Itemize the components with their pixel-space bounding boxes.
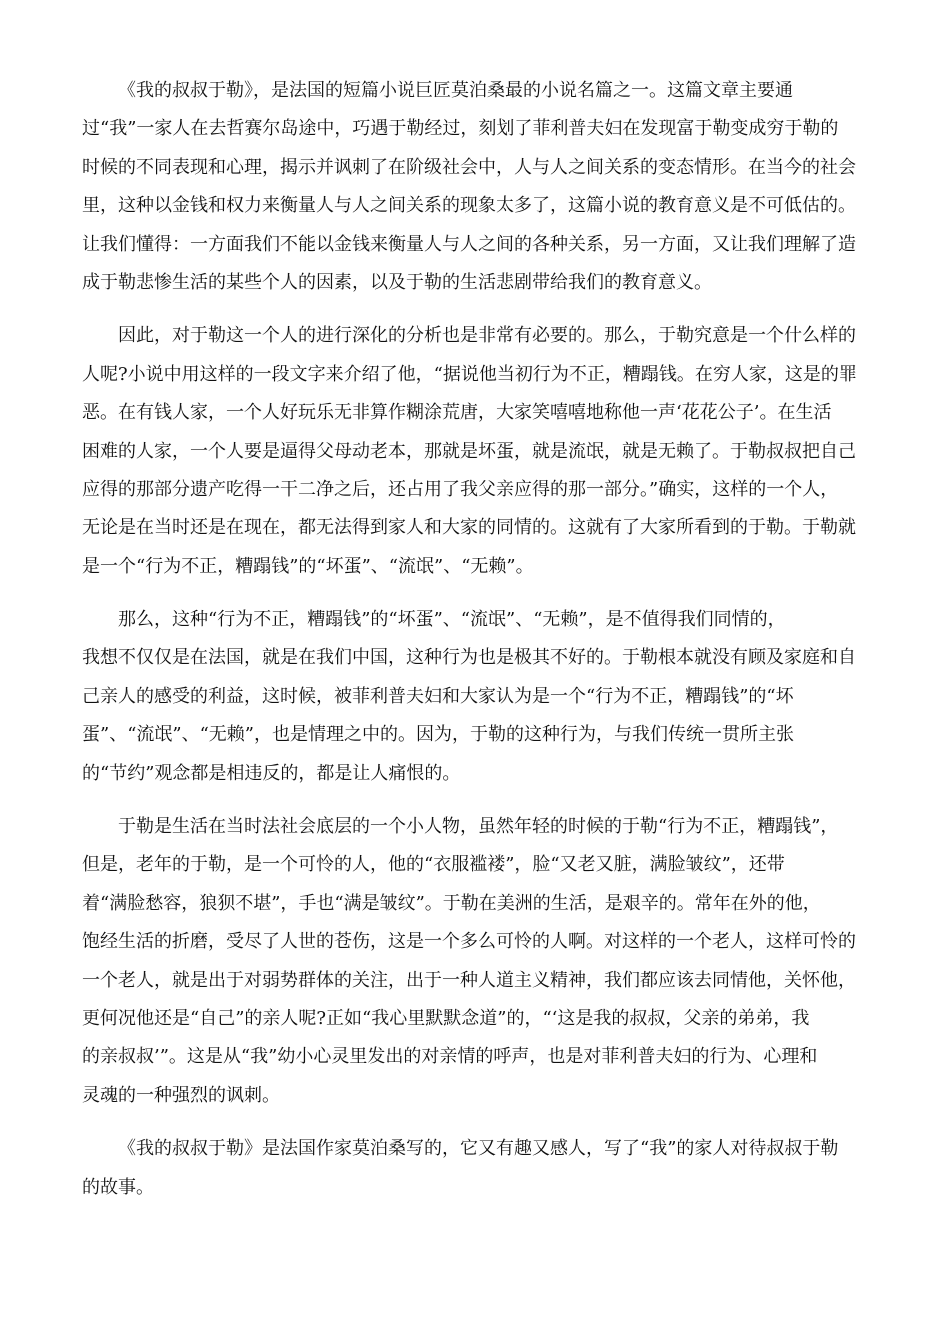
text-line: 己亲人的感受的利益，这时候，被菲利普夫妇和大家认为是一个“行为不正，糟蹋钱”的“坏 [82, 685, 794, 707]
text-line: 困难的人家，一个人要是逼得父母动老本，那就是坏蛋，就是流氓，就是无赖了。于勒叔叔把自己 [82, 440, 856, 462]
text-line: 的亲叔叔’”。这是从“我”幼小心灵里发出的对亲情的呼声，也是对菲利普夫妇的行为、心理和 [82, 1046, 818, 1068]
text-line: 的“节约”观念都是相违反的，都是让人痛恨的。 [82, 762, 461, 784]
paragraph-2 [82, 317, 872, 586]
text-line: 饱经生活的折磨，受尽了人世的苍伤，这是一个多么可怜的人啊。对这样的一个老人，这样可怜的 [82, 931, 856, 953]
text-line: 过“我”一家人在去哲赛尔岛途中，巧遇于勒经过，刻划了菲利普夫妇在发现富于勒变成穷于勒的 [82, 118, 839, 140]
text-line: 无论是在当时还是在现在，都无法得到家人和大家的同情的。这就有了大家所看到的于勒。于勒就 [82, 517, 856, 539]
text-line: 里，这种以金钱和权力来衡量人与人之间关系的现象太多了，这篇小说的教育意义是不可低估的。 [82, 195, 856, 217]
text-line: 灵魂的一种强烈的讽刺。 [82, 1084, 280, 1106]
text-line: 那么，这种“行为不正，糟蹋钱”的“坏蛋”、“流氓”、“无赖”，是不值得我们同情的， [118, 609, 786, 631]
paragraph-1 [82, 72, 872, 302]
text-line: 一个老人，就是出于对弱势群体的关注，出于一种人道主义精神，我们都应该去同情他，关怀他， [82, 969, 856, 991]
text-line: 《我的叔叔于勒》是法国作家莫泊桑写的，它又有趣又感人，写了“我”的家人对待叔叔于勒 [118, 1138, 839, 1160]
text-line: 但是，老年的于勒，是一个可怜的人，他的“衣服褴褛”，脸“又老又脏，满脸皱纹”，还带 [82, 854, 785, 876]
paragraph-4 [82, 808, 872, 1115]
text-line: 蛋”、“流氓”、“无赖”，也是情理之中的。因为，于勒的这种行为，与我们传统一贯所主张 [82, 724, 795, 746]
text-line: 于勒是生活在当时法社会底层的一个小人物，虽然年轻的时候的于勒“行为不正，糟蹋钱”， [118, 816, 839, 838]
paragraph-3 [82, 601, 872, 793]
text-line: 让我们懂得：一方面我们不能以金钱来衡量人与人之间的各种关系，另一方面，又让我们理解了造 [82, 233, 856, 255]
text-line: 的故事。 [82, 1176, 154, 1198]
document-page [82, 72, 872, 1222]
text-line: 着“满脸愁容，狼狈不堪”，手也“满是皱纹”。于勒在美洲的生活，是艰辛的。常年在外的他， [82, 892, 821, 914]
text-line: 《我的叔叔于勒》，是法国的短篇小说巨匠莫泊桑最的小说名篇之一。这篇文章主要通 [118, 80, 793, 101]
text-line: 更何况他还是“自己”的亲人呢?正如“我心里默默念道”的，“‘这是我的叔叔，父亲的弟弟，我 [82, 1007, 810, 1029]
text-line: 因此，对于勒这一个人的进行深化的分析也是非常有必要的。那么，于勒究意是一个什么样的 [118, 325, 856, 347]
text-line: 是一个“行为不正，糟蹋钱”的“坏蛋”、“流氓”、“无赖”。 [82, 555, 534, 577]
text-line: 人呢?小说中用这样的一段文字来介绍了他，“据说他当初行为不正，糟蹋钱。在穷人家，这是的罪 [82, 363, 857, 385]
text-line: 恶。在有钱人家，一个人好玩乐无非算作糊涂荒唐，大家笑嘻嘻地称他一声‘花花公子’。在生活 [82, 402, 832, 424]
paragraph-5 [82, 1130, 872, 1207]
text-line: 成于勒悲惨生活的某些个人的因素，以及于勒的生活悲剧带给我们的教育意义。 [82, 271, 712, 293]
text-line: 时候的不同表现和心理，揭示并讽刺了在阶级社会中，人与人之间关系的变态情形。在当今的社会 [82, 156, 856, 178]
text-line: 我想不仅仅是在法国，就是在我们中国，这种行为也是极其不好的。于勒根本就没有顾及家庭和自 [82, 647, 856, 669]
text-line: 应得的那部分遗产吃得一干二净之后，还占用了我父亲应得的那一部分。”确实，这样的一个人， [82, 478, 839, 500]
